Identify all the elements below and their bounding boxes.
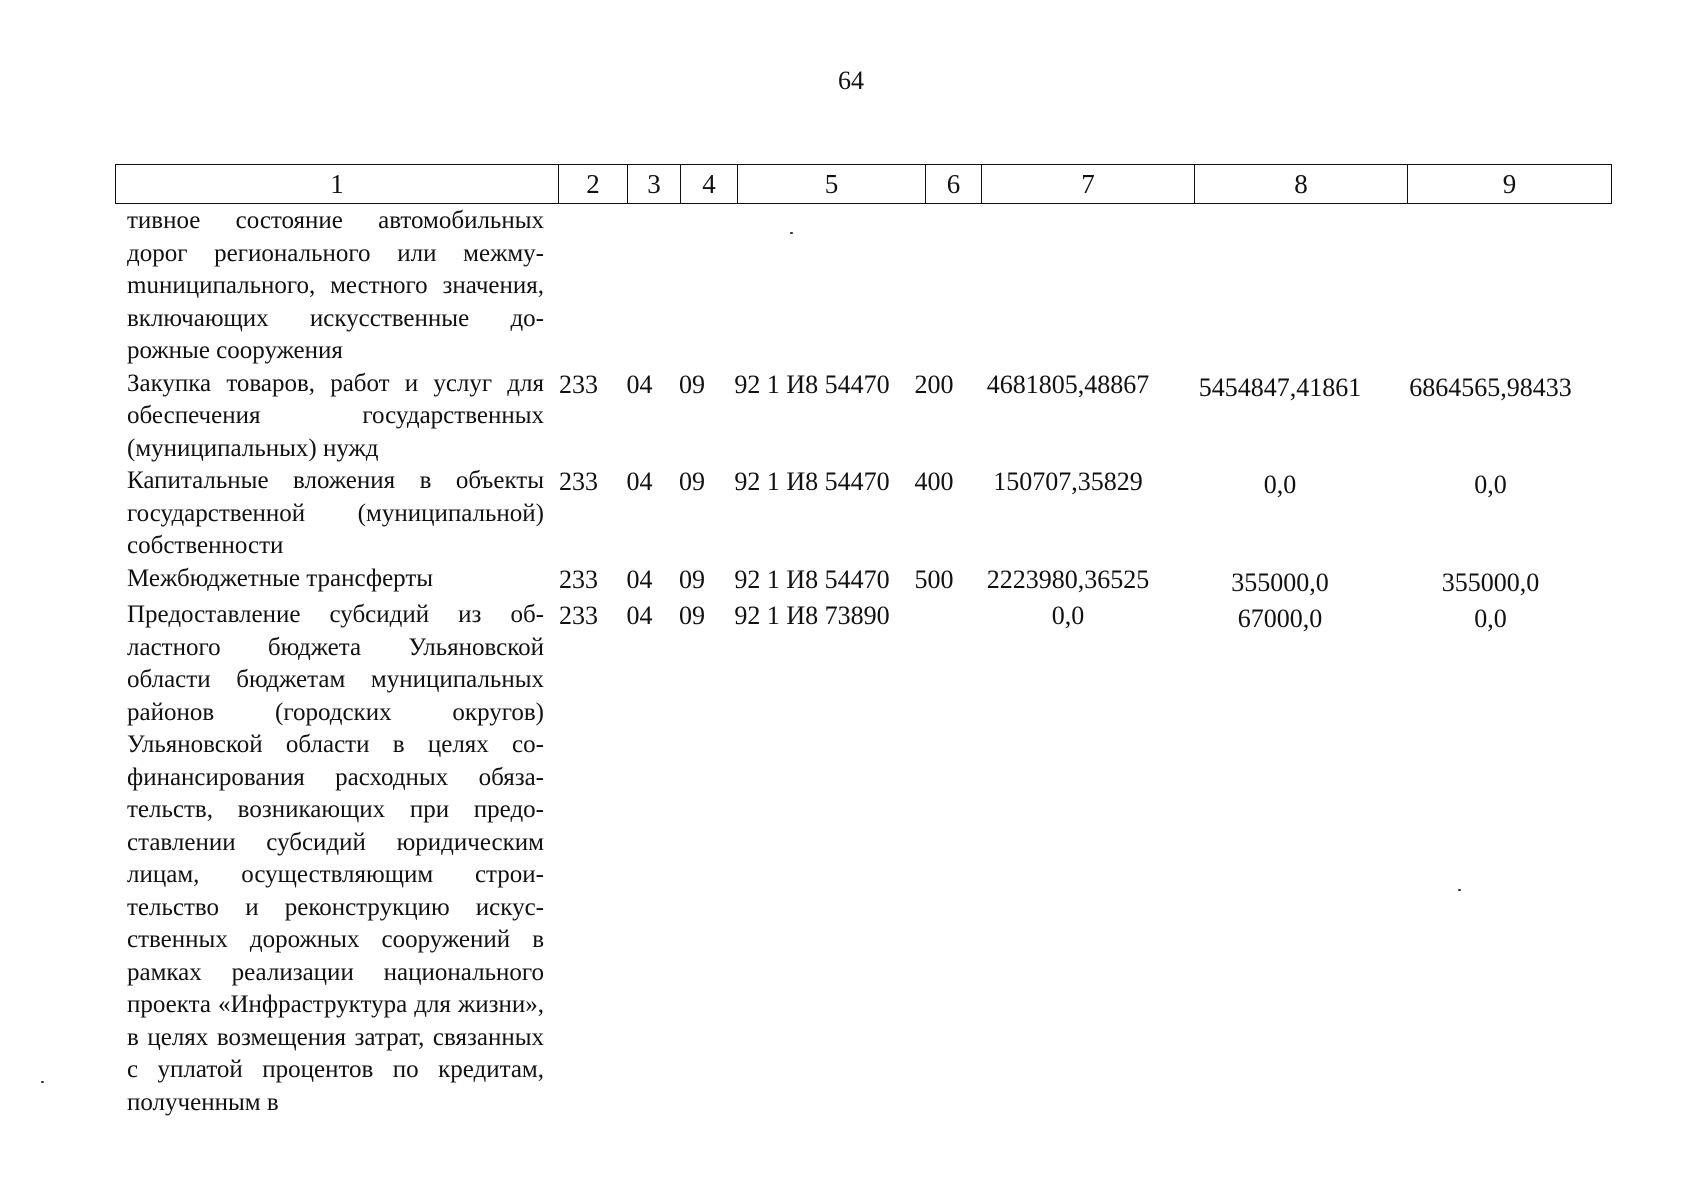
cell-col-3: 04	[626, 369, 653, 399]
header-col-2: 2	[558, 165, 627, 203]
cell-col-3: 04	[626, 601, 653, 630]
cell-col-5: 92 1 И8 54470	[734, 467, 890, 496]
header-col-8: 8	[1194, 165, 1407, 203]
cell-col-5: 92 1 И8 73890	[734, 601, 890, 630]
table-header	[115, 164, 1612, 204]
cell-col-2: 233	[559, 564, 598, 594]
table-row	[127, 599, 1595, 1119]
row-description: Капитальные вложения в объекты государственной (муниципальной) собственности	[127, 467, 544, 559]
cell-col-7	[962, 205, 1174, 206]
row-description: тивное состояние автомобильных дорог регионального или межмуmuниципального, местного значения, включающих искусственные дорожные сооружения	[127, 207, 544, 364]
table-body	[127, 205, 1595, 1119]
cell-col-2: 233	[559, 369, 598, 399]
table-row	[127, 563, 1595, 600]
page-number: 64	[838, 66, 864, 95]
table-row	[127, 465, 1595, 563]
cell-col-6	[906, 599, 962, 600]
row-description: Межбюджетные трансферты	[127, 564, 434, 592]
cell-col-9	[1386, 205, 1595, 209]
cell-col-8: 0,0	[1263, 470, 1297, 499]
cell-col-8: 355000,0	[1231, 567, 1329, 597]
cell-col-6	[906, 205, 962, 206]
cell-col-4	[666, 205, 718, 206]
cell-col-4: 09	[679, 467, 705, 496]
cell-col-9: 6864565,98433	[1409, 372, 1572, 402]
scan-speck	[1458, 889, 1461, 891]
cell-col-4: 09	[679, 369, 705, 399]
header-col-5: 5	[737, 165, 925, 203]
header-col-6: 6	[925, 165, 981, 203]
cell-col-7: 0,0	[1051, 601, 1085, 630]
table-row	[127, 205, 1595, 368]
cell-col-9: 0,0	[1474, 604, 1507, 633]
cell-col-4: 09	[679, 564, 705, 594]
cell-col-7: 2223980,36525	[986, 564, 1150, 594]
cell-col-3: 04	[626, 467, 653, 496]
header-col-4: 4	[680, 165, 737, 203]
cell-col-9: 0,0	[1474, 470, 1507, 499]
cell-col-3: 04	[626, 564, 653, 594]
header-col-9: 9	[1407, 165, 1611, 203]
cell-col-3	[613, 205, 666, 206]
cell-col-7: 150707,35829	[993, 467, 1143, 496]
header-col-1: 1	[330, 168, 344, 199]
scan-speck	[41, 1081, 44, 1083]
row-description: Предоставление субсидий из областного бюджета Ульяновской области бюджетам муниципальных районов (городских округов) Ульяновской области в целях софинансирования расходных обязательств, возникающих при предоставлении субсидий юридическим лицам, осуществляющим строительство и реконструкцию искусственных дорожных сооружений в рамках реализации национального проекта «Инфраструктура для жизни», в целях возмещения затрат, связанных с уплатой процентов по кредитам, полученным в	[127, 601, 544, 1116]
scan-speck	[790, 232, 793, 234]
cell-col-6: 500	[914, 564, 954, 594]
cell-col-4: 09	[679, 601, 705, 630]
header-col-3: 3	[627, 165, 680, 203]
row-description: Закупка товаров, работ и услуг для обеспечения государственных (муниципальных) нужд	[127, 369, 544, 462]
table-row	[127, 368, 1595, 466]
cell-col-8	[1174, 205, 1386, 209]
cell-col-5: 92 1 И8 54470	[734, 369, 890, 399]
cell-col-5: 92 1 И8 54470	[734, 564, 890, 594]
cell-col-2: 233	[559, 467, 598, 496]
header-col-7: 7	[981, 165, 1194, 203]
cell-col-6: 200	[914, 369, 954, 399]
cell-col-2: 233	[559, 601, 598, 630]
cell-col-7: 4681805,48867	[986, 369, 1150, 399]
cell-col-6: 400	[914, 467, 954, 496]
cell-col-9: 355000,0	[1441, 567, 1540, 597]
cell-col-5	[718, 205, 906, 206]
cell-col-2	[544, 205, 613, 206]
cell-col-8: 5454847,41861	[1198, 372, 1362, 402]
cell-col-8: 67000,0	[1237, 604, 1323, 633]
